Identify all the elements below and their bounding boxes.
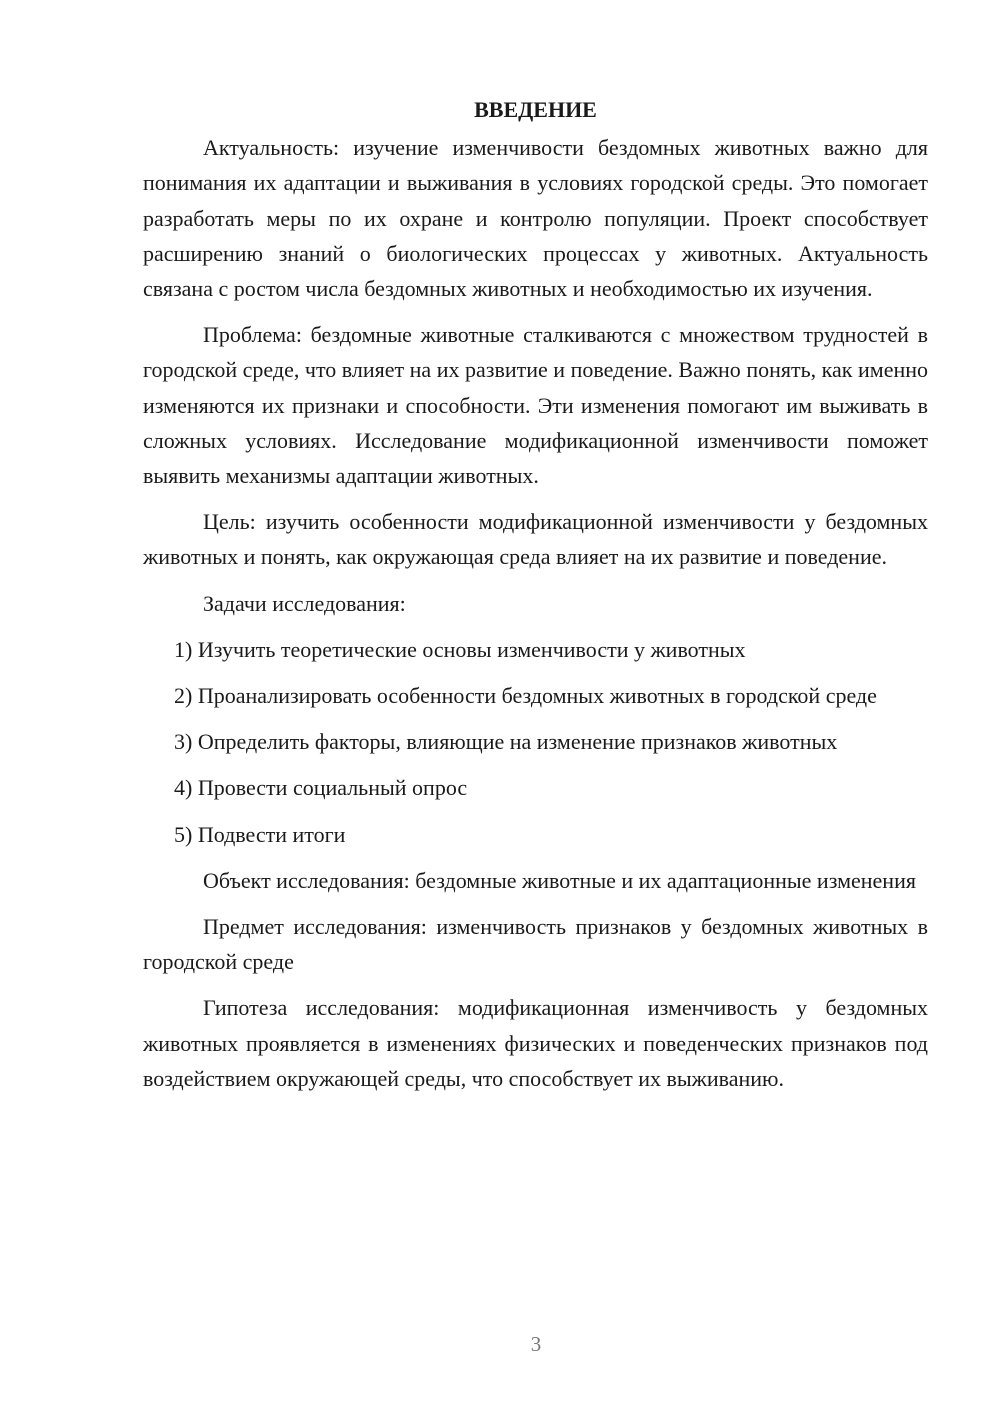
page-body — [143, 92, 928, 1107]
list-item: 2) Проанализировать особенности бездомных животных в городской среде — [174, 683, 877, 709]
page-title: ВВЕДЕНИЕ — [474, 97, 597, 122]
paragraph-tasks-heading: Задачи исследования: — [203, 590, 406, 616]
task-list — [143, 632, 928, 852]
page-number: 3 — [530, 1332, 542, 1356]
paragraph-relevance: Актуальность: изучение изменчивости бездомных животных важно для понимания их адаптации и выживания в условиях городской среды. Это помогает разработать меры по их охране и контролю популяции. Проект способствует расширению знаний о биологических процессах у животных. Актуальность связана с ростом числа бездомных животных и необходимостью их изучения. — [143, 135, 928, 302]
list-item: 5) Подвести итоги — [174, 821, 346, 847]
list-item: 1) Изучить теоретические основы изменчивости у животных — [174, 636, 746, 662]
paragraph-hypothesis: Гипотеза исследования: модификационная изменчивость у бездомных животных проявляется в изменениях физических и поведенческих признаков под воздействием окружающей среды, что способствует их выживанию. — [143, 995, 928, 1091]
list-item: 3) Определить факторы, влияющие на изменение признаков животных — [174, 729, 838, 755]
list-item: 4) Провести социальный опрос — [174, 775, 468, 801]
paragraph-subject: Предмет исследования: изменчивость признаков у бездомных животных в городской среде — [143, 914, 928, 975]
paragraph-object: Объект исследования: бездомные животные и их адаптационные изменения — [203, 867, 916, 893]
paragraph-problem: Проблема: бездомные животные сталкиваются с множеством трудностей в городской среде, что влияет на их развитие и поведение. Важно понять, как именно изменяются их признаки и способности. Эти изменения помогают им выживать в сложных условиях. Исследование модификационной изменчивости поможет выявить механизмы адаптации животных. — [143, 322, 928, 489]
paragraph-goal: Цель: изучить особенности модификационной изменчивости у бездомных животных и понять, как окружающая среда влияет на их развитие и поведение. — [143, 509, 928, 570]
